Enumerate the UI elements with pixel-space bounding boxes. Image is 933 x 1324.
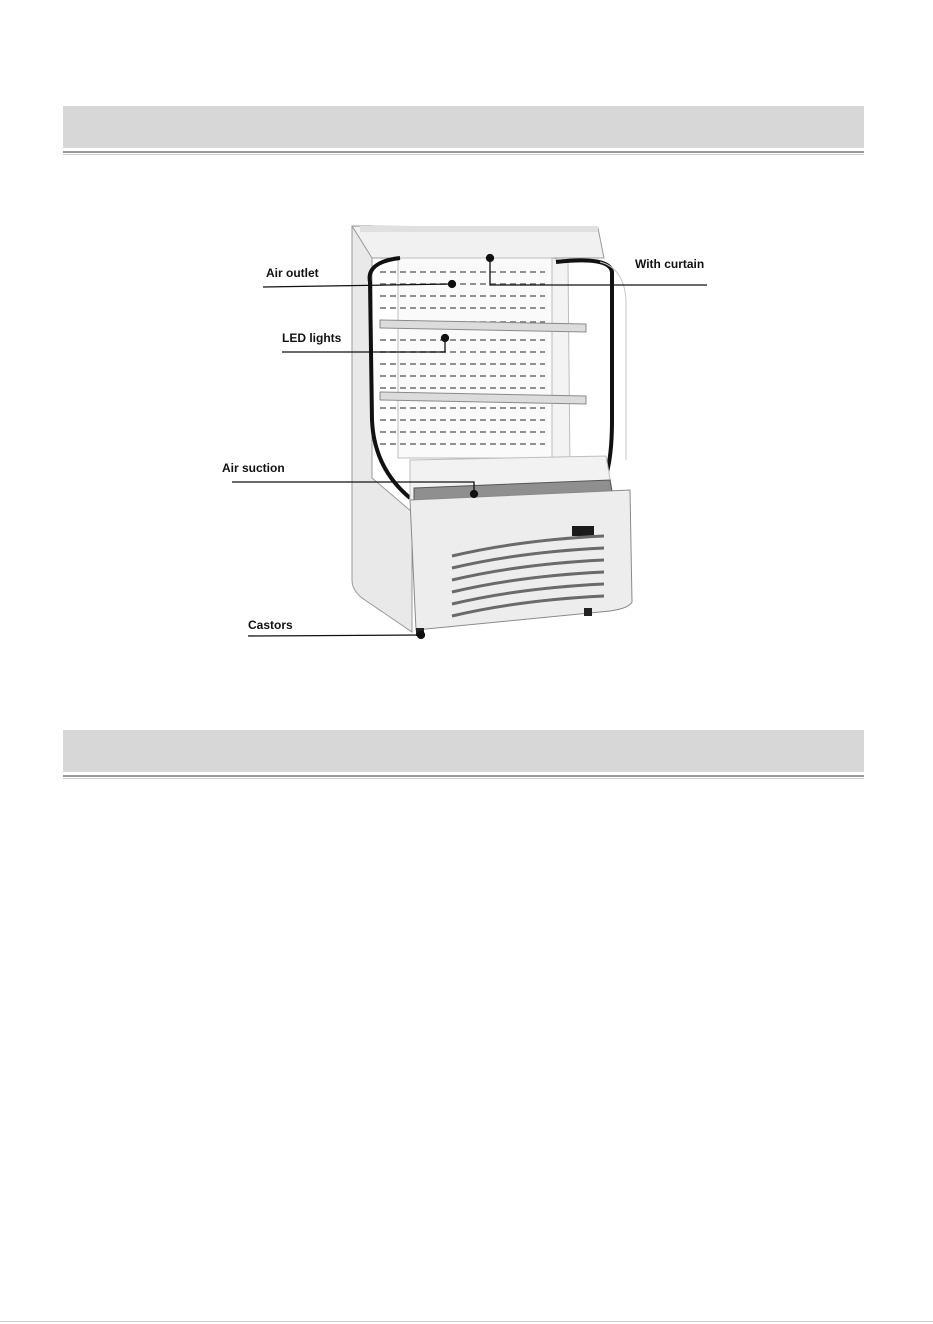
label-air-suction: Air suction — [222, 461, 285, 475]
label-air-outlet: Air outlet — [266, 266, 319, 280]
label-with-curtain: With curtain — [635, 257, 705, 271]
section-header-bar-2 — [63, 730, 864, 772]
section-divider-2 — [63, 775, 864, 779]
label-castors: Castors — [248, 618, 293, 632]
label-led-lights: LED lights — [282, 331, 342, 345]
page-bottom-edge — [0, 1321, 933, 1322]
